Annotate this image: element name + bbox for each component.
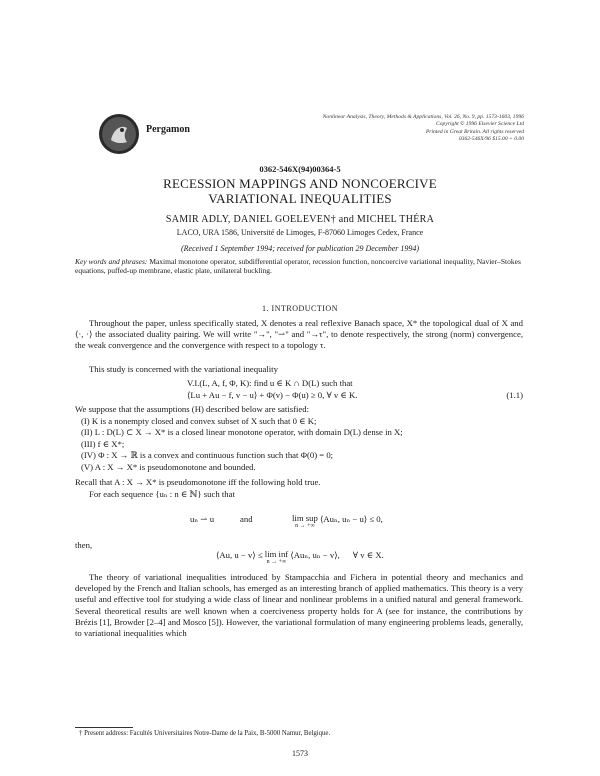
keywords-text: Maximal monotone operator, subdifferential operator, recession function, noncoercive variational inequality, Navier–Stokes equations, puffed-up membrane, elastic plate, unilateral buckling. bbox=[75, 257, 521, 276]
limsup-operator bbox=[292, 514, 318, 529]
theory-paragraph: The theory of variational inequalities introduced by Stampacchia and Fichera in potential theory and mechanics and developed by the French and Italian schools, has emerged as an interesting branch of applied mathematics. This theory is a very useful and effective tool for studying a wide class of linear and nonlinear problems in a unified natural and general framework. Several theoretical results are well known when a coerciveness property holds for A (see for instance, the contributions by Brézis [1], Browder [2–4] and Mosco [5]). However, the variational formulation of many engineering problems leads, generally, to variational inequalities which bbox=[75, 572, 523, 639]
liminf-subscript: n → +∞ bbox=[266, 559, 287, 565]
journal-citation bbox=[304, 114, 524, 144]
condition-and: and bbox=[240, 514, 253, 524]
assumption-item: (I) K is a nonempty closed and convex subset of X such that 0 ∈ K; bbox=[81, 416, 317, 426]
limsup-expression: ⟨Auₙ, uₙ − u⟩ ≤ 0, bbox=[320, 514, 383, 524]
footnote-rule bbox=[75, 727, 133, 728]
authors: SAMIR ADLY, DANIEL GOELEVEN† and MICHEL THÉRA bbox=[165, 214, 435, 225]
assumption-item: (II) L : D(L) ⊂ X → X* is a closed linear monotone operator, with domain D(L) dense in X; bbox=[81, 427, 403, 438]
footnote: † Present address: Facultés Universitaires Notre-Dame de la Paix, B-5000 Namur, Belgique. bbox=[79, 730, 331, 737]
liminf-operator bbox=[265, 550, 288, 565]
inequality-forall: ∀ v ∈ X. bbox=[352, 550, 384, 560]
pseudomonotone-inequality bbox=[216, 550, 536, 565]
journal-line: Nonlinear Analysis, Theory, Methods & Applications, Vol. 26, No. 9, pp. 1573-1603, 1996 bbox=[322, 114, 524, 120]
recall-sentence: Recall that A : X → X* is pseudomonotone iff the following hold true. bbox=[75, 477, 321, 487]
received-dates: (Received 1 September 1994; received for publication 29 December 1994) bbox=[180, 244, 420, 253]
limsup-text: lim sup bbox=[292, 513, 318, 523]
assumption-item: (V) A : X → X* is pseudomonotone and bounded. bbox=[81, 461, 256, 472]
assumption-item: (IV) Φ : X → ℝ is a convex and continuous function such that Φ(0) = 0; bbox=[81, 450, 334, 461]
assumption-item: (III) f ∈ X*; bbox=[81, 438, 125, 449]
publisher-logo bbox=[97, 112, 141, 156]
study-sentence: This study is concerned with the variational inequality bbox=[89, 364, 278, 374]
keywords-label: Key words and phrases: bbox=[75, 257, 148, 266]
inequality-left: ⟨Au, u − v⟩ ≤ bbox=[216, 550, 263, 560]
liminf-text: lim inf bbox=[264, 549, 289, 559]
equation-body: ⟨Lu + Au − f, v − u⟩ + Φ(v) − Φ(u) ≥ 0, ∀ v ∈ K. bbox=[187, 390, 358, 400]
section-heading: 1. INTRODUCTION bbox=[262, 304, 338, 313]
problem-statement: V.I.(L, A, f, Φ, K): find u ∈ K ∩ D(L) such that bbox=[187, 378, 353, 388]
limsup-subscript: n → +∞ bbox=[295, 523, 315, 529]
then-word: then, bbox=[75, 540, 93, 550]
equation-number: (1.1) bbox=[506, 390, 523, 400]
journal-line: 0362-546X/96 $15.00 + 0.00 bbox=[458, 136, 524, 143]
journal-line: Printed in Great Britain. All rights reserved bbox=[425, 128, 524, 135]
assumptions-list bbox=[75, 416, 523, 473]
page-number: 1573 bbox=[292, 749, 308, 758]
weak-convergence: uₙ ⇀ u bbox=[190, 514, 215, 524]
article-issn: 0362-546X(94)00364-5 bbox=[259, 164, 341, 174]
journal-line: Copyright © 1996 Elsevier Science Ltd bbox=[436, 121, 524, 128]
title-line: VARIATIONAL INEQUALITIES bbox=[208, 191, 392, 206]
keywords bbox=[75, 257, 523, 276]
assumptions-intro: We suppose that the assumptions (H) described below are satisfied: bbox=[75, 404, 310, 414]
limsup-condition bbox=[292, 514, 383, 529]
publisher-name: Pergamon bbox=[146, 124, 190, 135]
title-line: RECESSION MAPPINGS AND NONCOERCIVE bbox=[163, 176, 437, 191]
affiliation: LACO, URA 1586, Université de Limoges, F-87060 Limoges Cedex, France bbox=[176, 228, 424, 237]
intro-paragraph: Throughout the paper, unless specifically stated, X denotes a real reflexive Banach space, X* the topological dual of X and ⟨·, ·⟩ the associated duality pairing. We will write "→", "⇀" and "→τ", to denote respectively, the strong (norm) convergence, the weak convergence and the convergence with respect to a topology τ. bbox=[75, 318, 523, 351]
paper-title bbox=[0, 176, 600, 206]
inequality-right: ⟨Auₙ, uₙ − v⟩, bbox=[290, 550, 340, 560]
equation-1-1 bbox=[187, 390, 523, 401]
for-each-sentence: For each sequence {uₙ : n ∈ ℕ} such that bbox=[89, 489, 235, 499]
